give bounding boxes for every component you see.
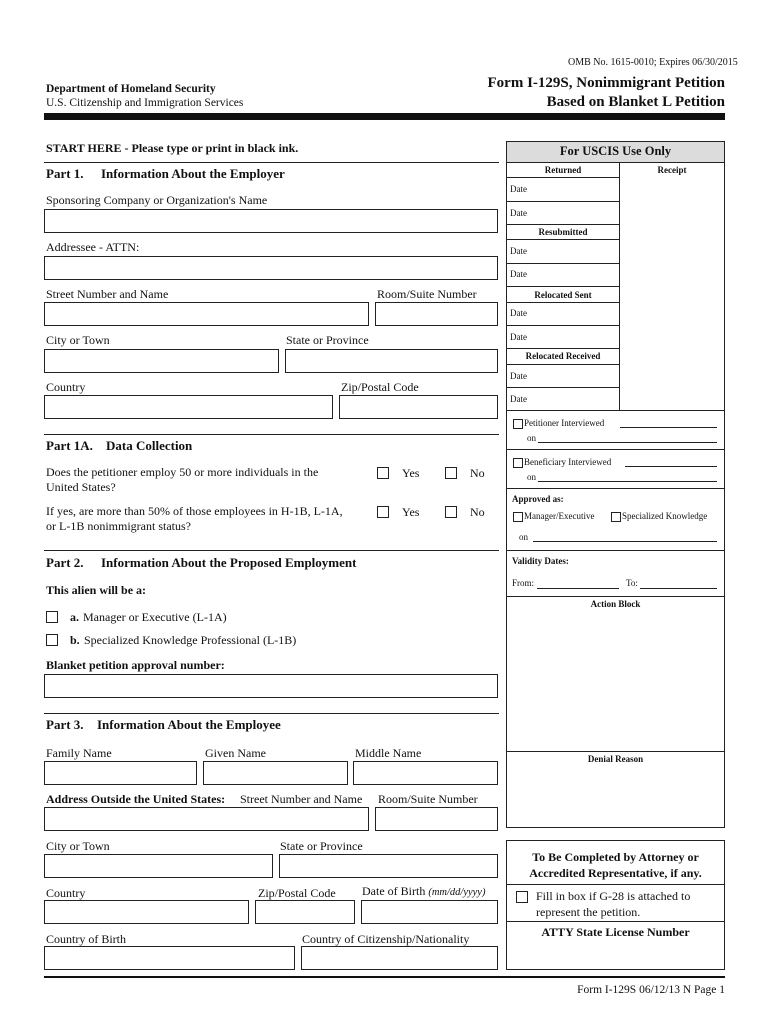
ben-interviewed-line [625,466,717,467]
validity-label: Validity Dates: [512,556,569,566]
approved-on-label: on [519,532,528,542]
street-input[interactable] [44,302,369,326]
part1a-heading: Data Collection [106,438,193,453]
sponsoring-input[interactable] [44,209,498,233]
returned-date-2-rule [507,224,619,225]
country-label: Country [46,380,86,394]
addr-room-label: Room/Suite Number [378,792,478,806]
validity-divider [507,550,724,551]
denial-reason-label: Denial Reason [587,754,644,764]
approved-on-line [533,541,717,542]
pet-interviewed-line [620,427,717,428]
addr-street-label: Street Number and Name [240,792,363,806]
emp-country-input[interactable] [44,900,249,924]
emp-city-label: City or Town [46,839,110,853]
q2-text-line1: If yes, are more than 50% of those employees in H-1B, L-1A, [46,504,343,518]
middle-label: Middle Name [355,746,422,760]
part1a-number: Part 1A. [46,438,93,453]
returned-date-1: Date [510,184,527,194]
q1-yes-label: Yes [402,466,420,480]
uscis-use-panel [506,141,725,828]
city-label: City or Town [46,333,110,347]
form-title-line2: Based on Blanket L Petition [546,94,725,110]
emp-city-input[interactable] [44,854,273,878]
ben-interviewed-label: Beneficiary Interviewed [524,457,612,467]
reloc-received-rule [507,364,619,365]
q2-text-line2: or L-1B nonimmigrant status? [46,519,191,533]
q1-yes-checkbox[interactable] [377,467,389,479]
reloc-sent-date-2-rule [507,348,619,349]
street-label: Street Number and Name [46,287,169,301]
pet-on-line [538,442,717,443]
reloc-sent-date-1-rule [507,325,619,326]
approved-manager-label: Manager/Executive [524,511,595,521]
emp-state-input[interactable] [279,854,498,878]
cob-input[interactable] [44,946,295,970]
uscis-title: For USCIS Use Only [559,144,672,158]
dob-label [362,884,485,900]
reloc-sent-header: Relocated Sent [534,290,592,300]
q1-text-line2: United States? [46,480,116,494]
q1-no-label: No [470,466,485,480]
receipt-divider [619,162,620,410]
denial-divider [507,751,724,752]
part2-rule [44,550,499,551]
resubmitted-date-2: Date [510,269,527,279]
resubmitted-date-1-rule [507,263,619,264]
room-label: Room/Suite Number [377,287,477,301]
attorney-title-line2: Accredited Representative, if any. [529,866,702,880]
emp-zip-label: Zip/Postal Code [258,886,336,900]
emp-state-label: State or Province [280,839,363,853]
start-here: START HERE - Please type or print in black ink. [46,141,299,155]
atty-license-label: ATTY State License Number [541,925,690,939]
cob-label: Country of Birth [46,932,126,946]
q1-text-line1: Does the petitioner employ 50 or more individuals in the [46,465,319,479]
q2-no-checkbox[interactable] [445,506,457,518]
returned-date-2: Date [510,208,527,218]
subagency-name: U.S. Citizenship and Immigration Services [46,97,244,109]
ben-interviewed-checkbox[interactable] [513,458,523,468]
receipt-header: Receipt [657,165,687,175]
resubmitted-date-1: Date [510,246,527,256]
from-line [537,588,619,589]
reloc-received-date-1: Date [510,371,527,381]
city-input[interactable] [44,349,279,373]
approved-spec-checkbox[interactable] [611,512,621,522]
header-rule [44,113,725,120]
part1a-rule [44,434,499,435]
returned-header: Returned [544,165,582,175]
state-input[interactable] [285,349,498,373]
citizenship-input[interactable] [301,946,498,970]
form-title-line1: Form I-129S, Nonimmigrant Petition [487,75,725,91]
q2-yes-label: Yes [402,505,420,519]
pet-interviewed-label: Petitioner Interviewed [524,418,605,428]
approved-as-label: Approved as: [512,494,564,504]
g28-label-line1: Fill in box if G-28 is attached to [536,889,691,903]
part1-number: Part 1. [46,166,84,181]
approved-divider [507,488,724,489]
given-label: Given Name [205,746,266,760]
dob-format: (mm/dd/yyyy) [428,887,486,898]
attorney-title-line1: To Be Completed by Attorney or [532,850,699,864]
family-label: Family Name [46,746,112,760]
resubmitted-header: Resubmitted [538,227,588,237]
alien-will-be-label: This alien will be a: [46,583,147,597]
ben-on-line [538,481,717,482]
part3-number: Part 3. [46,717,84,732]
room-input[interactable] [375,302,498,326]
ben-on-label: on [527,472,536,482]
q2-no-label: No [470,505,485,519]
approved-spec-label: Specialized Knowledge [622,511,708,521]
reloc-received-date-2: Date [510,394,527,404]
dob-input[interactable] [361,900,498,924]
footer-text: Form I-129S 06/12/13 N Page 1 [577,984,725,996]
addressee-input[interactable] [44,256,498,280]
state-label: State or Province [286,333,369,347]
given-input[interactable] [203,761,348,785]
resubmitted-rule [507,239,619,240]
part2-heading: Information About the Proposed Employment [101,555,357,570]
zip-input[interactable] [339,395,498,419]
sponsoring-label: Sponsoring Company or Organization's Name [46,193,268,207]
reloc-sent-date-2: Date [510,332,527,342]
opt-a-label: Manager or Executive (L-1A) [83,610,227,624]
action-divider [507,596,724,597]
returned-header-rule [507,177,619,178]
reloc-sent-rule [507,302,619,303]
emp-zip-input[interactable] [255,900,355,924]
omb-number: OMB No. 1615-0010; Expires 06/30/2015 [568,57,738,68]
addr-outside-label: Address Outside the United States: [46,792,226,806]
zip-label: Zip/Postal Code [341,380,419,394]
g28-label-line2: represent the petition. [536,905,641,919]
family-input[interactable] [44,761,197,785]
pet-on-label: on [527,433,536,443]
opt-b-checkbox[interactable] [46,634,58,646]
footer-rule [44,976,725,978]
q1-no-checkbox[interactable] [445,467,457,479]
opt-b-letter: b. [70,633,80,647]
resubmitted-date-2-rule [507,286,619,287]
reloc-received-header: Relocated Received [525,351,601,361]
to-line [640,588,717,589]
dob-label-text: Date of Birth [362,884,426,898]
part1-heading: Information About the Employer [101,166,285,181]
part1-rule [44,162,499,163]
part3-heading: Information About the Employee [97,717,281,732]
addr-room-input[interactable] [375,807,498,831]
reloc-sent-date-1: Date [510,308,527,318]
action-block-label: Action Block [590,599,641,609]
addressee-label: Addressee - ATTN: [46,240,140,254]
opt-a-letter: a. [70,610,79,624]
g28-checkbox[interactable] [516,891,528,903]
reloc-received-date-1-rule [507,387,619,388]
country-input[interactable] [44,395,333,419]
part2-number: Part 2. [46,555,84,570]
emp-country-label: Country [46,886,86,900]
license-divider [507,921,724,922]
to-label: To: [626,578,638,588]
from-label: From: [512,578,535,588]
attorney-divider [507,884,724,885]
part3-rule [44,713,499,714]
q2-yes-checkbox[interactable] [377,506,389,518]
pet-interviewed-checkbox[interactable] [513,419,523,429]
interviewed-divider [507,449,724,450]
agency-name: Department of Homeland Security [46,83,216,95]
middle-input[interactable] [353,761,498,785]
citizenship-label: Country of Citizenship/Nationality [302,932,470,946]
blanket-input[interactable] [44,674,498,698]
opt-b-label: Specialized Knowledge Professional (L-1B) [84,633,297,647]
opt-a-checkbox[interactable] [46,611,58,623]
blanket-label: Blanket petition approval number: [46,658,225,672]
receipt-bottom-rule [507,410,724,411]
returned-date-1-rule [507,201,619,202]
approved-manager-checkbox[interactable] [513,512,523,522]
addr-street-input[interactable] [44,807,369,831]
